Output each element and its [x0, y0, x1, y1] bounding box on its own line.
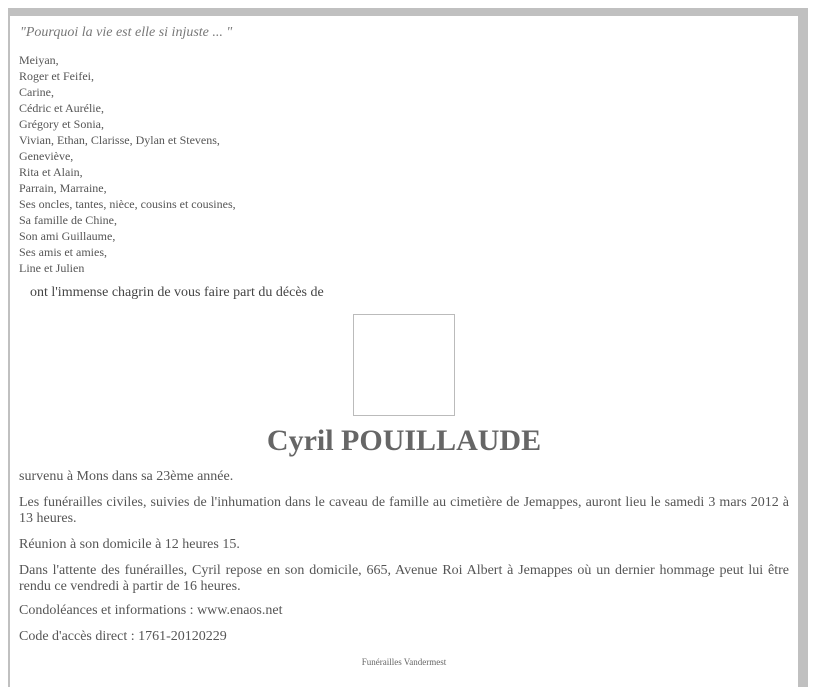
paragraph-reunion: Réunion à son domicile à 12 heures 15.	[19, 537, 240, 552]
family-line: Roger et Feifei,	[19, 69, 94, 83]
paragraph-viewing: Dans l'attente des funérailles, Cyril repose en son domicile, 665, Avenue Roi Albert à Jemappes où un dernier hommage peut lui être rendu ce vendredi à partir de 16 heures.	[19, 563, 789, 594]
quote-text: "Pourquoi la vie est elle si injuste ... "	[20, 25, 233, 40]
announcement-text: ont l'immense chagrin de vous faire part du décès de	[30, 285, 324, 300]
family-line: Ses oncles, tantes, nièce, cousins et cousines,	[19, 197, 236, 211]
footer-credit: Funérailles Vandermest	[361, 657, 447, 667]
paragraph-access-code: Code d'accès direct : 1761-20120229	[19, 629, 227, 644]
family-line: Son ami Guillaume,	[19, 229, 116, 243]
photo-placeholder	[353, 314, 455, 416]
family-list	[19, 52, 236, 276]
family-line: Parrain, Marraine,	[19, 181, 107, 195]
family-line: Meiyan,	[19, 53, 59, 67]
family-line: Cédric et Aurélie,	[19, 101, 104, 115]
paragraph-condolences: Condoléances et informations : www.enaos.net	[19, 603, 283, 618]
deceased-name: Cyril POUILLAUDE	[266, 424, 542, 457]
family-line: Sa famille de Chine,	[19, 213, 117, 227]
family-line: Rita et Alain,	[19, 165, 83, 179]
family-line: Ses amis et amies,	[19, 245, 107, 259]
family-line: Geneviève,	[19, 149, 74, 163]
paragraph-funeral: Les funérailles civiles, suivies de l'inhumation dans le caveau de famille au cimetière de Jemappes, auront lieu le samedi 3 mars 2012 à 13 heures.	[19, 495, 789, 526]
family-line: Carine,	[19, 85, 54, 99]
paragraph-age: survenu à Mons dans sa 23ème année.	[19, 469, 234, 484]
family-line: Vivian, Ethan, Clarisse, Dylan et Stevens,	[19, 133, 220, 147]
family-line: Line et Julien	[19, 261, 85, 275]
family-line: Grégory et Sonia,	[19, 117, 104, 131]
